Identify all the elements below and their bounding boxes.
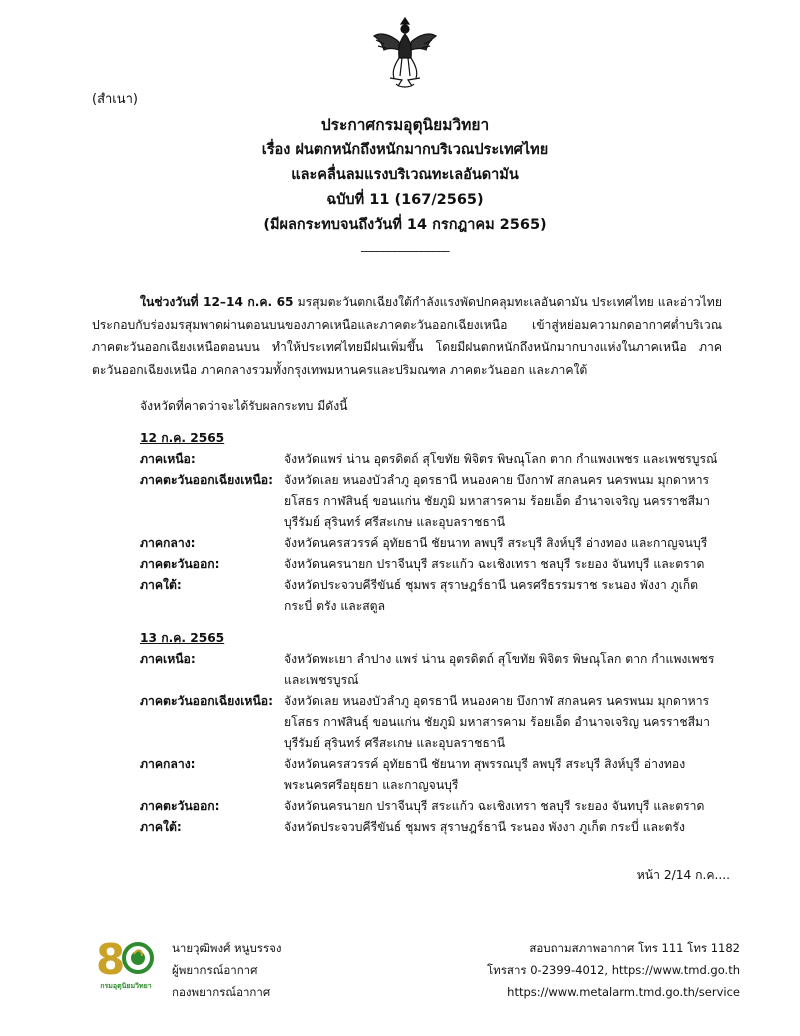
region-provinces: จังหวัดนครสวรรค์ อุทัยธานี ชัยนาท สุพรรณบุรี ลพบุรี สระบุรี สิงห์บุรี อ่างทอง พระนครศรีอยุธยา และกาญจนบุรี [284,757,686,792]
garuda-emblem-icon [372,14,438,90]
region-name: ภาคกลาง: [140,536,196,550]
region-provinces: จังหวัดประจวบคีรีขันธ์ ชุมพร สุราษฎร์ธานี นครศรีธรรมราช ระนอง พังงา ภูเก็ต กระบี่ ตรัง และสตูล [284,578,699,613]
subject-line-2: และคลื่นลมแรงบริเวณทะเลอันดามัน [291,167,519,183]
day-block-2 [140,628,730,838]
region-row [140,533,730,554]
issue-number: ฉบับที่ 11 (167/2565) [326,192,484,208]
region-row [140,754,730,796]
tmd-80-anniversary-logo-icon [94,930,158,994]
announcement-title-block [140,113,670,252]
next-page-reference: หน้า 2/14 ก.ค.... [636,868,730,882]
region-provinces: จังหวัดเลย หนองบัวลำภู อุดรธานี หนองคาย บึงกาฬ สกลนคร นครพนม มุกดาหาร ยโสธร กาฬสินธุ์ ขอนแก่น ชัยภูมิ มหาสารคาม ร้อยเอ็ด อำนาจเจริญ นครราชสีมา บุรีรัมย์ สุรินทร์ ศรีสะเกษ และอุบลราชธานี [284,473,710,529]
forecaster-name: นายวุฒิพงศ์ หนูบรรจง [172,941,282,955]
region-row [140,817,730,838]
region-name: ภาคเหนือ: [140,652,196,666]
region-provinces: จังหวัดแพร่ น่าน อุตรดิตถ์ สุโขทัย พิจิตร พิษณุโลก ตาก กำแพงเพชร และเพชรบูรณ์ [284,452,718,466]
region-provinces: จังหวัดประจวบคีรีขันธ์ ชุมพร สุราษฎร์ธานี ระนอง พังงา ภูเก็ต กระบี่ และตรัง [284,820,685,834]
region-provinces: จังหวัดนครสวรรค์ อุทัยธานี ชัยนาท ลพบุรี สระบุรี สิงห์บุรี อ่างทอง และกาญจนบุรี [284,536,708,550]
region-row [140,470,730,533]
day-date: 13 ก.ค. 2565 [140,631,225,645]
footer-forecaster [172,937,282,1003]
svg-text:8: 8 [96,935,126,984]
effective-date: (มีผลกระทบจนถึงวันที่ 14 กรกฎาคม 2565) [263,217,547,233]
region-name: ภาคตะวันออก: [140,799,220,813]
body-lead: ในช่วงวันที่ 12–14 ก.ค. 65 [140,295,294,309]
region-name: ภาคเหนือ: [140,452,196,466]
title-divider: ________________ [361,238,449,252]
contact-fax-website: โทรสาร 0-2399-4012, https://www.tmd.go.th [487,963,740,977]
provinces-intro: จังหวัดที่คาดว่าจะได้รับผลกระทบ มีดังนี้ [140,399,348,413]
region-row [140,691,730,754]
region-row [140,575,730,617]
contact-service-url: https://www.metalarm.tmd.go.th/service [507,985,740,999]
region-name: ภาคตะวันออกเฉียงเหนือ: [140,694,273,708]
region-row [140,554,730,575]
region-provinces: จังหวัดเลย หนองบัวลำภู อุดรธานี หนองคาย บึงกาฬ สกลนคร นครพนม มุกดาหาร ยโสธร กาฬสินธุ์ ขอนแก่น ชัยภูมิ มหาสารคาม ร้อยเอ็ด อำนาจเจริญ นครราชสีมา บุรีรัมย์ สุรินทร์ ศรีสะเกษ และอุบลราชธานี [284,694,710,750]
region-name: ภาคตะวันออก: [140,557,220,571]
body-text: มรสุมตะวันตกเฉียงใต้กำลังแรงพัดปกคลุมทะเลอันดามัน ประเทศไทย และอ่าวไทย ประกอบกับร่องมรสุมพาดผ่านตอนบนของภาคเหนือและภาคตะวันออกเฉียงเหนือ เข้าสู่หย่อมความกดอากาศต่ำบริเวณภาคตะวันออกเฉียงเหนือตอนบน ทำให้ประเทศไทยมีฝนเพิ่มขึ้น โดยมีฝนตกหนักถึงหนักมากบางแห่งในภาคเหนือ ภาคตะวันออกเฉียงเหนือ ภาคกลางรวมทั้งกรุงเทพมหานครและปริมณฑล ภาคตะวันออก และภาคใต้ [92,295,722,377]
agency-title: ประกาศกรมอุตุนิยมวิทยา [320,116,490,134]
region-provinces: จังหวัดนครนายก ปราจีนบุรี สระแก้ว ฉะเชิงเทรา ชลบุรี ระยอง จันทบุรี และตราด [284,557,705,571]
forecaster-title: ผู้พยากรณ์อากาศ [172,963,258,977]
logo-text: กรมอุตุนิยมวิทยา [100,982,152,990]
region-name: ภาคใต้: [140,820,182,834]
region-name: ภาคใต้: [140,578,182,592]
footer-contact [487,937,740,1003]
body-paragraph [92,291,722,381]
region-provinces: จังหวัดพะเยา ลำปาง แพร่ น่าน อุตรดิตถ์ สุโขทัย พิจิตร พิษณุโลก ตาก กำแพงเพชร และเพชรบูรณ์ [284,652,715,687]
region-row [140,796,730,817]
region-name: ภาคกลาง: [140,757,196,771]
contact-phone: สอบถามสภาพอากาศ โทร 111 โทร 1182 [529,941,740,955]
subject-line: เรื่อง ฝนตกหนักถึงหนักมากบริเวณประเทศไทย [261,142,549,158]
day-date: 12 ก.ค. 2565 [140,431,225,445]
forecaster-division: กองพยากรณ์อากาศ [172,985,271,999]
region-row [140,449,730,470]
region-row [140,649,730,691]
region-name: ภาคตะวันออกเฉียงเหนือ: [140,473,273,487]
copy-label: (สำเนา) [92,92,139,107]
day-block-1 [140,428,730,617]
region-provinces: จังหวัดนครนายก ปราจีนบุรี สระแก้ว ฉะเชิงเทรา ชลบุรี ระยอง จันทบุรี และตราด [284,799,705,813]
